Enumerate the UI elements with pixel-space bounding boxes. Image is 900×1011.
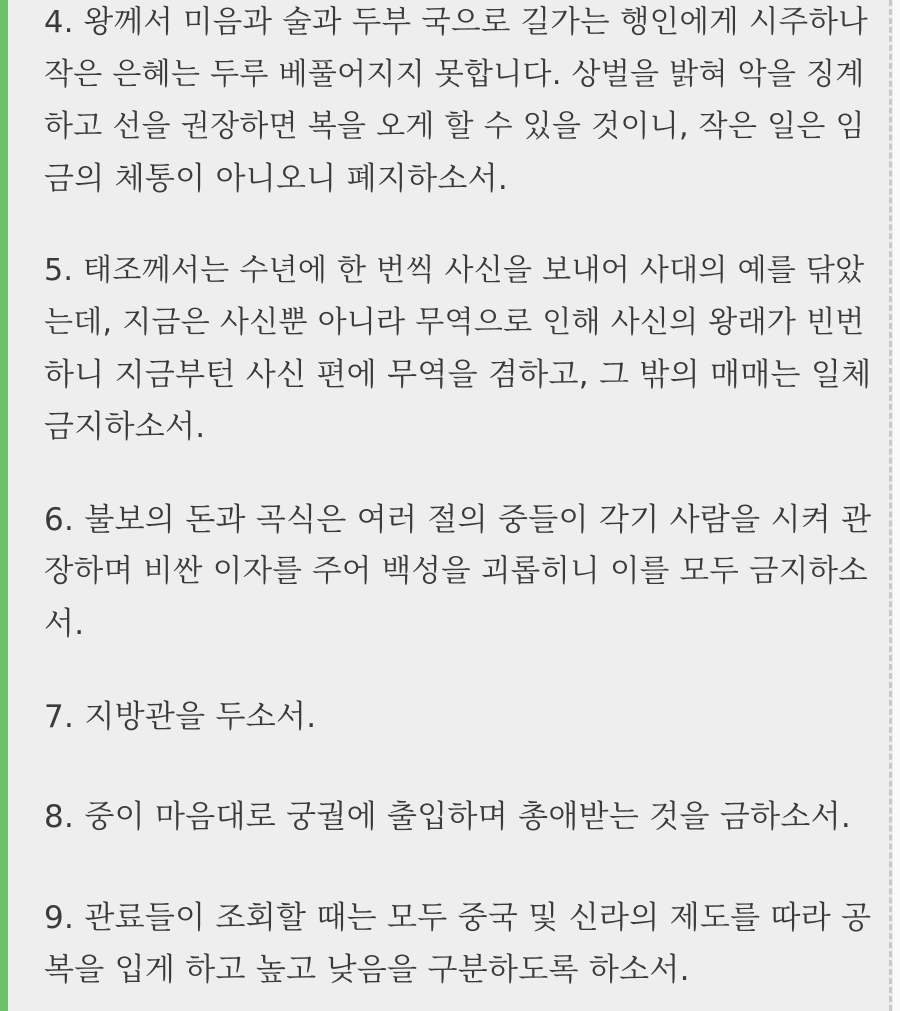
page-right-edge xyxy=(893,0,900,1011)
list-item-9 xyxy=(44,892,874,996)
item-9-line-2: 복을 입게 하고 높고 낮음을 구분하도록 하소서. xyxy=(44,952,690,988)
list-item-8 xyxy=(44,791,874,843)
item-6-line-3: 서. xyxy=(44,606,85,642)
item-4-line-2: 작은 은혜는 두루 베풀어지지 못합니다. 상벌을 밝혀 악을 징계 xyxy=(44,57,865,92)
item-5-line-3: 하니 지금부턴 사신 편에 무역을 겸하고, 그 밖의 매매는 일체 xyxy=(44,357,872,393)
item-7-line-1: 7. 지방관을 두소서. xyxy=(44,699,317,735)
list-item-6 xyxy=(44,494,874,650)
list-item-7 xyxy=(44,691,874,743)
item-5-line-4: 금지하소서. xyxy=(44,409,206,445)
item-4-line-1: 4. 왕께서 미음과 술과 두부 국으로 길가는 행인에게 시주하나 xyxy=(44,5,868,40)
quote-accent-bar xyxy=(0,0,8,1011)
item-5-line-1: 5. 태조께서는 수년에 한 번씩 사신을 보내어 사대의 예를 닦았 xyxy=(44,253,865,288)
item-4-line-4: 금의 체통이 아니오니 폐지하소서. xyxy=(44,161,509,197)
list-item-4 xyxy=(44,0,874,205)
item-6-line-1: 6. 불보의 돈과 곡식은 여러 절의 중들이 각기 사람을 시켜 관 xyxy=(44,502,872,538)
item-4-line-3: 하고 선을 권장하면 복을 오게 할 수 있을 것이니, 작은 일은 임 xyxy=(44,109,865,144)
list-item-5 xyxy=(44,245,874,453)
content-box-dashed-border xyxy=(889,0,892,1011)
item-8-line-1: 8. 중이 마음대로 궁궐에 출입하며 총애받는 것을 금하소서. xyxy=(44,799,852,835)
item-6-line-2: 장하며 비싼 이자를 주어 백성을 괴롭히니 이를 모두 금지하소 xyxy=(44,554,869,589)
item-5-line-2: 는데, 지금은 사신뿐 아니라 무역으로 인해 사신의 왕래가 빈번 xyxy=(44,305,865,340)
item-9-line-1: 9. 관료들이 조회할 때는 모두 중국 및 신라의 제도를 따라 공 xyxy=(44,900,872,936)
